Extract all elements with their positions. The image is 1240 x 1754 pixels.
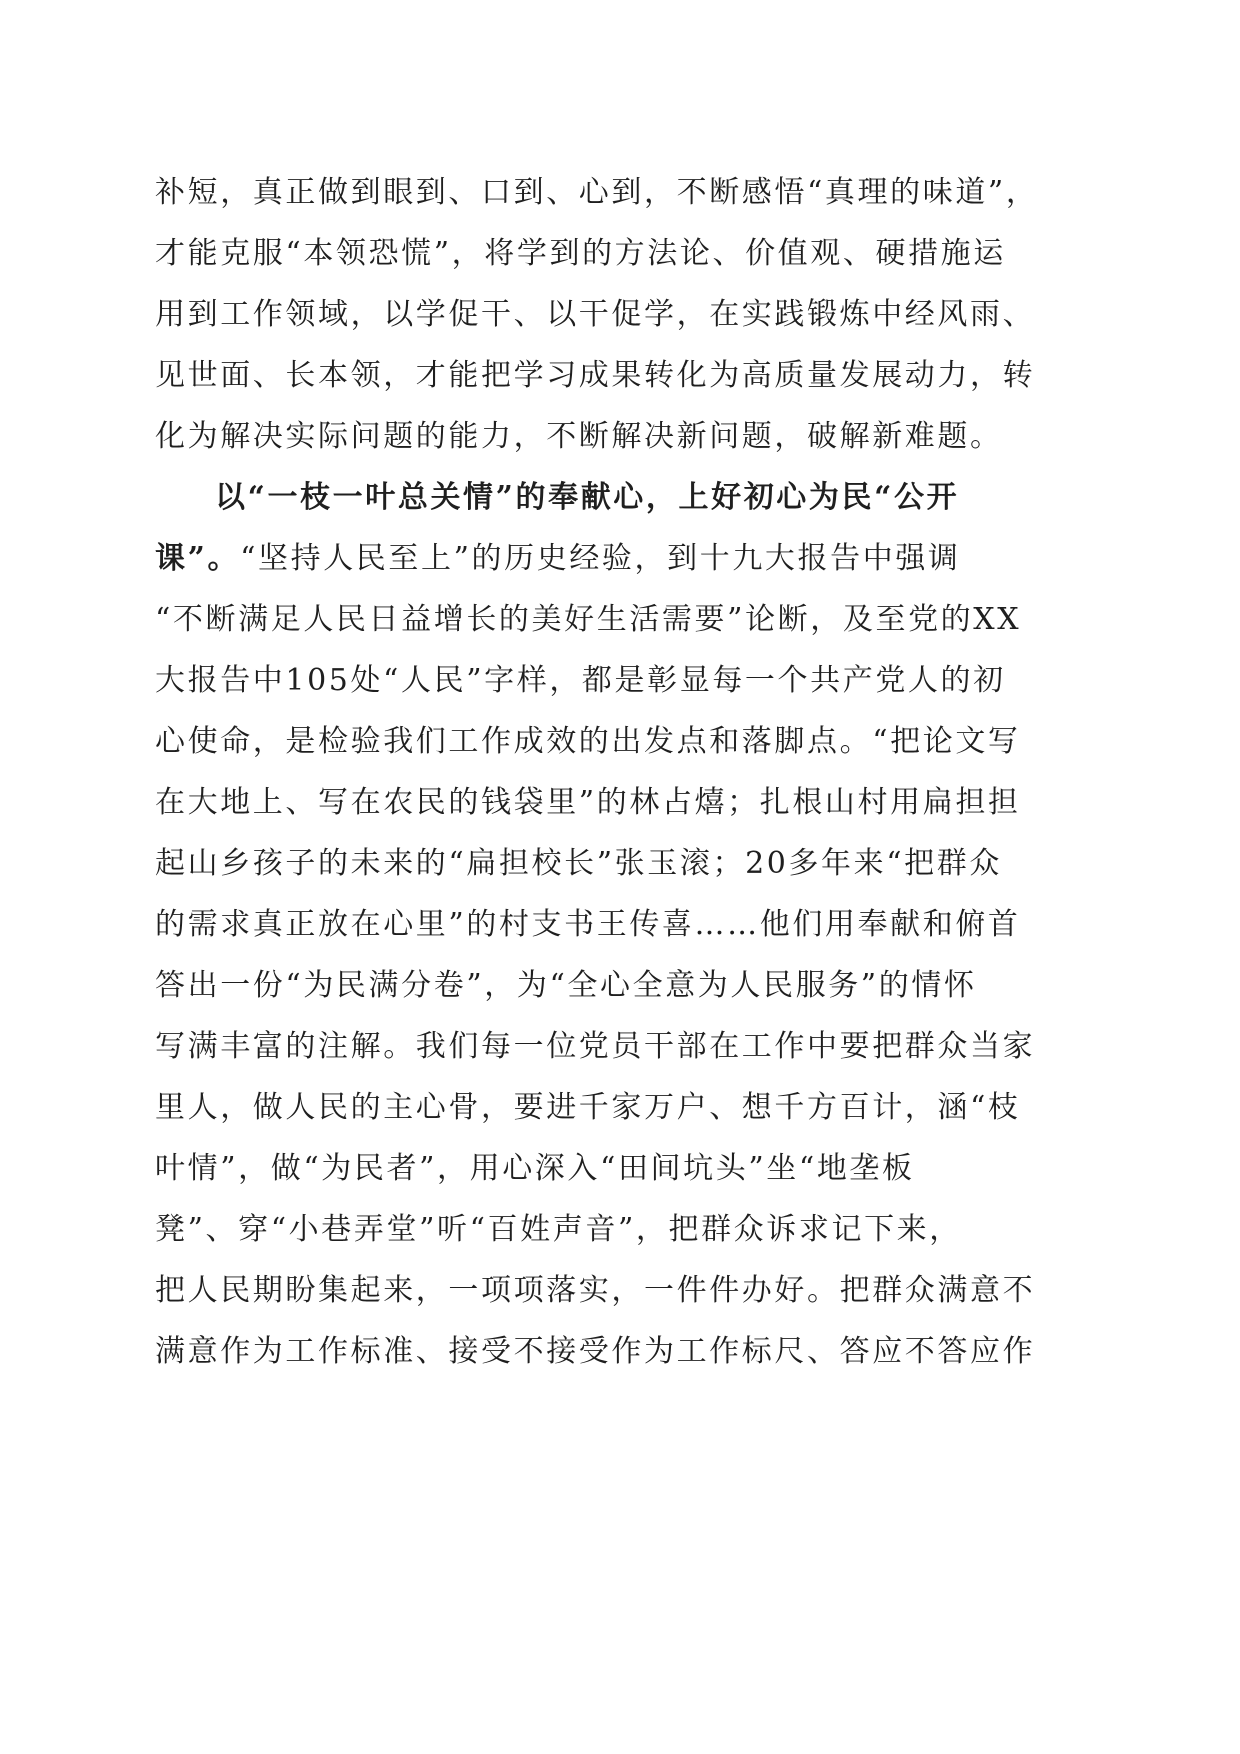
text-line: 心使命，是检验我们工作成效的出发点和落脚点。“把论文写 (155, 724, 1021, 759)
text-line: 起山乡孩子的未来的“扁担校长”张玉滚；20多年来“把群众 (155, 846, 1002, 881)
text-line: 补短，真正做到眼到、口到、心到，不断感悟“真理的味道”， (155, 175, 1039, 210)
text-line: 凳”、穿“小巷弄堂”听“百姓声音”，把群众诉求记下来， (155, 1212, 962, 1247)
text-line: 把人民期盼集起来，一项项落实，一件件办好。把群众满意不 (155, 1273, 1036, 1308)
text-line: 化为解决实际问题的能力，不断解决新问题，破解新难题。 (155, 419, 1003, 454)
text-line: 用到工作领域，以学促干、以干促学，在实践锻炼中经风雨、 (155, 297, 1036, 332)
text-line: 大报告中105处“人民”字样，都是彰显每一个共产党人的初 (155, 663, 1006, 698)
section-heading-end: 课”。 (155, 541, 241, 576)
text-line: 答出一份“为民满分卷”，为“全心全意为人民服务”的情怀 (155, 968, 977, 1003)
text-line: “不断满足人民日益增长的美好生活需要”论断，及至党的XX (155, 602, 1022, 637)
text-segment: “坚持人民至上”的历史经验，到十九大报告中强调 (240, 541, 961, 576)
text-line: 才能克服“本领恐慌”，将学到的方法论、价值观、硬措施运 (155, 236, 1006, 271)
text-line: 满意作为工作标准、接受不接受作为工作标尺、答应不答应作 (155, 1334, 1036, 1369)
text-line: 的需求真正放在心里”的村支书王传喜……他们用奉献和俯首 (155, 907, 1021, 942)
text-line: 在大地上、写在农民的钱袋里”的林占熺；扎根山村用扁担担 (155, 785, 1021, 820)
text-line: 写满丰富的注解。我们每一位党员干部在工作中要把群众当家 (155, 1029, 1036, 1064)
text-line: 里人，做人民的主心骨，要进千家万户、想千方百计，涵“枝 (155, 1090, 1021, 1125)
text-line (155, 538, 961, 580)
text-line: 叶情”，做“为民者”，用心深入“田间坑头”坐“地垄板 (155, 1151, 915, 1186)
section-heading: 以“一枝一叶总关情”的奉献心，上好初心为民“公开 (215, 480, 960, 515)
text-line: 见世面、长本领，才能把学习成果转化为高质量发展动力，转 (155, 358, 1036, 393)
